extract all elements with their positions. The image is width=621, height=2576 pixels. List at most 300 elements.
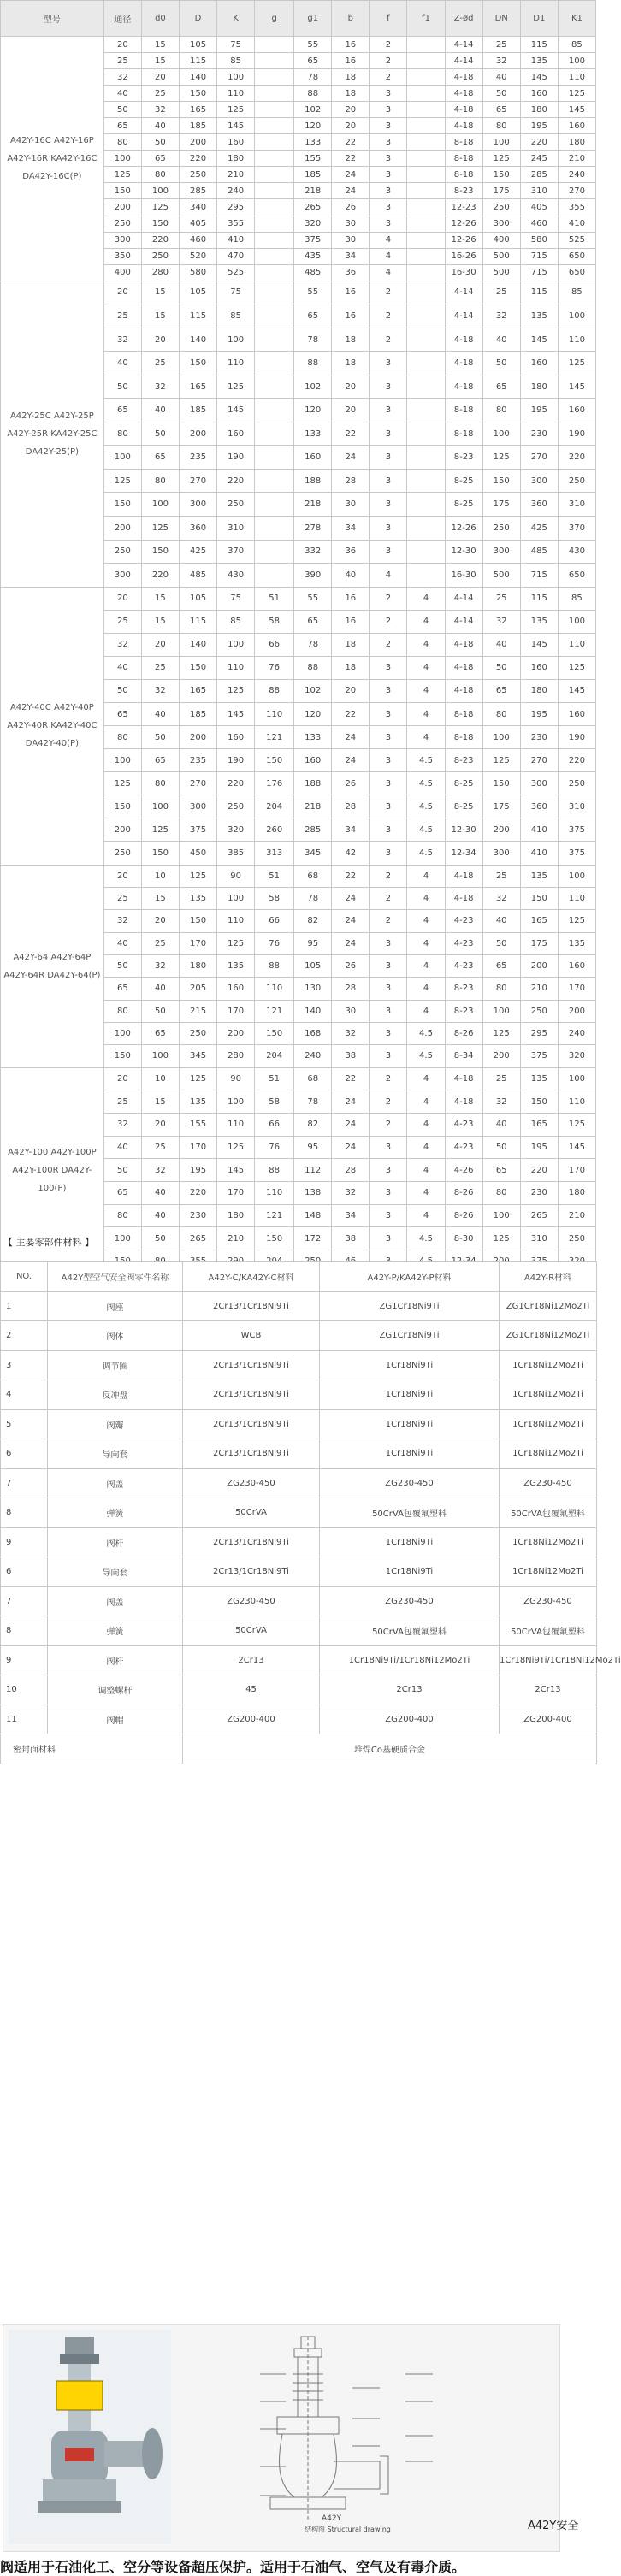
dimension-cell: 121 bbox=[255, 726, 294, 749]
dimension-cell: 4-18 bbox=[445, 328, 482, 352]
dimension-cell: 135 bbox=[179, 1090, 216, 1114]
dimension-cell: 135 bbox=[520, 1067, 558, 1090]
dimension-cell: 68 bbox=[294, 1067, 332, 1090]
dimension-cell: 410 bbox=[558, 216, 595, 232]
dimension-col-header: Z-ød bbox=[445, 1, 482, 37]
dimension-cell: 38 bbox=[332, 1045, 370, 1067]
dimension-cell bbox=[255, 37, 294, 53]
materials-cell: 9 bbox=[1, 1527, 48, 1557]
materials-cell: 1Cr18Ni12Mo2Ti bbox=[500, 1557, 597, 1587]
dimension-cell: 10 bbox=[141, 865, 179, 887]
dimension-cell: 220 bbox=[558, 446, 595, 470]
dimension-cell: 4 bbox=[407, 726, 445, 749]
dimension-cell: 2 bbox=[370, 633, 407, 656]
dimension-cell: 160 bbox=[294, 446, 332, 470]
dimension-cell: 16 bbox=[332, 281, 370, 304]
dimension-cell: 135 bbox=[520, 865, 558, 887]
dimension-cell: 3 bbox=[370, 656, 407, 679]
sealing-label-cell: 密封面材料 bbox=[1, 1734, 183, 1764]
dimension-cell: 32 bbox=[104, 910, 141, 932]
dimension-cell: 4 bbox=[407, 587, 445, 610]
dimension-cell: 125 bbox=[217, 1136, 255, 1159]
dimension-cell: 313 bbox=[255, 842, 294, 865]
dimension-cell: 715 bbox=[520, 564, 558, 588]
dimension-cell: 20 bbox=[104, 1067, 141, 1090]
materials-cell: 2Cr13/1Cr18Ni9Ti bbox=[183, 1527, 320, 1557]
dimension-cell: 26 bbox=[332, 199, 370, 216]
dimension-cell: 4-26 bbox=[445, 1159, 482, 1182]
dimension-cell: 125 bbox=[179, 1067, 216, 1090]
dimension-cell: 42 bbox=[332, 842, 370, 865]
materials-cell: ZG1Cr18Ni9Ti bbox=[320, 1291, 500, 1321]
dimension-cell: 4-23 bbox=[445, 1136, 482, 1159]
dimension-cell bbox=[255, 540, 294, 564]
dimension-cell: 470 bbox=[217, 248, 255, 264]
dimension-cell: 80 bbox=[482, 978, 520, 1000]
dimension-cell: 100 bbox=[482, 1000, 520, 1022]
dimension-cell: 4.5 bbox=[407, 1022, 445, 1044]
dimension-cell bbox=[407, 281, 445, 304]
dimension-cell: 650 bbox=[558, 248, 595, 264]
dimension-cell: 435 bbox=[294, 248, 332, 264]
dimension-cell: 210 bbox=[217, 1227, 255, 1250]
dimension-cell: 40 bbox=[332, 564, 370, 588]
materials-cell: 50CrVA包覆氟塑料 bbox=[500, 1498, 597, 1528]
dimension-cell: 375 bbox=[558, 818, 595, 842]
dimension-cell: 3 bbox=[370, 469, 407, 493]
dimension-cell bbox=[255, 446, 294, 470]
materials-cell: 2Cr13/1Cr18Ni9Ti bbox=[183, 1380, 320, 1410]
dimension-table-header bbox=[1, 1, 596, 37]
dimension-cell: 100 bbox=[104, 151, 141, 167]
dimension-cell: 170 bbox=[179, 932, 216, 954]
dimension-cell: 8-18 bbox=[445, 726, 482, 749]
materials-cell: 1Cr18Ni9Ti bbox=[320, 1527, 500, 1557]
dimension-cell: 4-23 bbox=[445, 910, 482, 932]
dimension-cell: 4-14 bbox=[445, 610, 482, 633]
dimension-cell: 133 bbox=[294, 726, 332, 749]
materials-col-header: NO. bbox=[1, 1262, 48, 1292]
dimension-cell: 24 bbox=[332, 1090, 370, 1114]
dimension-cell: 20 bbox=[104, 281, 141, 304]
dimension-cell: 125 bbox=[558, 910, 595, 932]
dimension-cell: 50 bbox=[482, 352, 520, 375]
dimension-cell: 165 bbox=[179, 102, 216, 118]
dimension-cell: 100 bbox=[141, 493, 179, 517]
dimension-cell: 180 bbox=[558, 1182, 595, 1205]
materials-row bbox=[1, 1734, 597, 1764]
dimension-col-header: 通径 bbox=[104, 1, 141, 37]
dimension-cell: 3 bbox=[370, 216, 407, 232]
materials-row bbox=[1, 1616, 597, 1646]
dimension-cell bbox=[255, 86, 294, 102]
materials-cell: 阀帽 bbox=[48, 1705, 183, 1734]
dimension-cell: 210 bbox=[558, 151, 595, 167]
dimension-cell: 310 bbox=[217, 517, 255, 541]
dimension-cell: 375 bbox=[179, 818, 216, 842]
materials-cell: 2Cr13 bbox=[183, 1645, 320, 1675]
dimension-cell: 4-18 bbox=[445, 86, 482, 102]
dimension-cell: 76 bbox=[255, 932, 294, 954]
dimension-cell: 135 bbox=[520, 304, 558, 328]
dimension-cell: 8-23 bbox=[445, 1000, 482, 1022]
dimension-cell: 100 bbox=[141, 795, 179, 818]
dimension-cell: 105 bbox=[179, 587, 216, 610]
dimension-cell: 168 bbox=[294, 1022, 332, 1044]
dimension-cell: 50 bbox=[482, 656, 520, 679]
dimension-cell: 150 bbox=[255, 749, 294, 772]
materials-cell: 50CrVA bbox=[183, 1616, 320, 1646]
dimension-cell: 2 bbox=[370, 53, 407, 69]
dimension-cell: 180 bbox=[217, 151, 255, 167]
dimension-cell: 65 bbox=[104, 978, 141, 1000]
dimension-cell: 125 bbox=[482, 1227, 520, 1250]
dimension-cell: 100 bbox=[217, 887, 255, 909]
dimension-cell: 8-26 bbox=[445, 1182, 482, 1205]
dimension-cell: 100 bbox=[558, 53, 595, 69]
dimension-cell: 300 bbox=[104, 564, 141, 588]
dimension-cell: 220 bbox=[179, 1182, 216, 1205]
dimension-cell: 16 bbox=[332, 304, 370, 328]
dimension-cell: 195 bbox=[520, 399, 558, 422]
materials-cell: 2Cr13/1Cr18Ni9Ti bbox=[183, 1557, 320, 1587]
dimension-cell: 40 bbox=[104, 1136, 141, 1159]
dimension-cell: 65 bbox=[104, 1182, 141, 1205]
dimension-cell: 460 bbox=[520, 216, 558, 232]
dimension-cell: 80 bbox=[104, 1000, 141, 1022]
dimension-cell: 3 bbox=[370, 772, 407, 795]
dimension-cell: 50 bbox=[104, 954, 141, 977]
dimension-cell: 24 bbox=[332, 167, 370, 183]
dimension-cell: 100 bbox=[141, 1045, 179, 1067]
dimension-cell: 375 bbox=[558, 842, 595, 865]
dimension-cell bbox=[407, 399, 445, 422]
dimension-cell: 18 bbox=[332, 656, 370, 679]
materials-cell: 2Cr13 bbox=[500, 1675, 597, 1705]
dimension-cell: 165 bbox=[179, 679, 216, 702]
dimension-cell: 150 bbox=[482, 167, 520, 183]
dimension-cell bbox=[407, 216, 445, 232]
dimension-cell: 220 bbox=[217, 469, 255, 493]
dimension-cell: 125 bbox=[558, 86, 595, 102]
materials-cell: 调节圈 bbox=[48, 1350, 183, 1380]
materials-cell: 1Cr18Ni12Mo2Ti bbox=[500, 1380, 597, 1410]
dimension-cell bbox=[255, 199, 294, 216]
dimension-cell: 3 bbox=[370, 818, 407, 842]
dimension-cell: 100 bbox=[217, 1090, 255, 1114]
dimension-cell: 425 bbox=[179, 540, 216, 564]
dimension-cell: 430 bbox=[217, 564, 255, 588]
dimension-cell: 50 bbox=[141, 422, 179, 446]
dimension-cell: 110 bbox=[558, 633, 595, 656]
dimension-cell: 110 bbox=[217, 656, 255, 679]
dimension-cell: 85 bbox=[217, 53, 255, 69]
dimension-cell: 24 bbox=[332, 932, 370, 954]
dimension-cell: 135 bbox=[520, 610, 558, 633]
dimension-cell bbox=[407, 69, 445, 86]
dimension-cell: 20 bbox=[141, 1114, 179, 1137]
dimension-cell: 40 bbox=[482, 328, 520, 352]
materials-row bbox=[1, 1291, 597, 1321]
dimension-cell: 20 bbox=[332, 102, 370, 118]
dimension-cell: 525 bbox=[558, 232, 595, 248]
dimension-cell: 3 bbox=[370, 726, 407, 749]
dimension-cell: 40 bbox=[482, 633, 520, 656]
materials-cell: 3 bbox=[1, 1350, 48, 1380]
dimension-cell bbox=[407, 151, 445, 167]
dimension-cell: 100 bbox=[482, 726, 520, 749]
dimension-cell: 250 bbox=[179, 1022, 216, 1044]
dimension-cell: 390 bbox=[294, 564, 332, 588]
dimension-cell bbox=[255, 69, 294, 86]
dimension-cell: 180 bbox=[179, 954, 216, 977]
dimension-cell: 204 bbox=[255, 795, 294, 818]
dimension-cell bbox=[407, 375, 445, 399]
dimension-cell: 32 bbox=[482, 53, 520, 69]
dimension-col-header: d0 bbox=[141, 1, 179, 37]
dimension-cell: 32 bbox=[141, 1159, 179, 1182]
dimension-cell: 580 bbox=[520, 232, 558, 248]
dimension-cell: 65 bbox=[482, 679, 520, 702]
dimension-cell: 25 bbox=[104, 610, 141, 633]
dimension-cell: 430 bbox=[558, 540, 595, 564]
dimension-cell bbox=[255, 134, 294, 151]
dimension-col-header: g1 bbox=[294, 1, 332, 37]
dimension-cell: 88 bbox=[255, 1159, 294, 1182]
dimension-cell: 150 bbox=[141, 540, 179, 564]
dimension-cell: 300 bbox=[520, 772, 558, 795]
dimension-cell: 4-18 bbox=[445, 656, 482, 679]
materials-cell: 2Cr13/1Cr18Ni9Ti bbox=[183, 1439, 320, 1469]
dimension-cell: 65 bbox=[482, 102, 520, 118]
dimension-cell: 34 bbox=[332, 517, 370, 541]
dimension-cell: 125 bbox=[558, 656, 595, 679]
materials-cell: 9 bbox=[1, 1645, 48, 1675]
dimension-cell: 12-26 bbox=[445, 232, 482, 248]
dimension-cell: 110 bbox=[558, 1090, 595, 1114]
dimension-cell: 130 bbox=[294, 978, 332, 1000]
dimension-cell: 4-18 bbox=[445, 375, 482, 399]
materials-cell: 1Cr18Ni12Mo2Ti bbox=[500, 1409, 597, 1439]
dimension-cell: 200 bbox=[104, 199, 141, 216]
dimension-cell: 3 bbox=[370, 842, 407, 865]
dimension-cell: 85 bbox=[217, 610, 255, 633]
dimension-cell: 170 bbox=[217, 1000, 255, 1022]
materials-cell: 8 bbox=[1, 1498, 48, 1528]
dimension-cell: 34 bbox=[332, 818, 370, 842]
dimension-cell: 25 bbox=[141, 1136, 179, 1159]
dimension-cell: 170 bbox=[179, 1136, 216, 1159]
materials-cell: 阀座 bbox=[48, 1291, 183, 1321]
dimension-cell: 65 bbox=[294, 610, 332, 633]
dimension-cell: 4 bbox=[407, 1090, 445, 1114]
dimension-cell: 40 bbox=[141, 399, 179, 422]
dimension-cell: 8-18 bbox=[445, 134, 482, 151]
model-cell: A42Y-16C A42Y-16P A42Y-16R KA42Y-16C DA42Y-16C(P) bbox=[1, 37, 104, 281]
materials-row bbox=[1, 1675, 597, 1705]
dimension-cell: 15 bbox=[141, 610, 179, 633]
dimension-cell: 110 bbox=[558, 69, 595, 86]
dimension-cell: 195 bbox=[520, 118, 558, 134]
dimension-cell: 16 bbox=[332, 53, 370, 69]
dimension-cell: 125 bbox=[217, 679, 255, 702]
dimension-cell: 2 bbox=[370, 304, 407, 328]
dimension-cell: 18 bbox=[332, 86, 370, 102]
materials-row bbox=[1, 1498, 597, 1528]
dimension-cell bbox=[255, 232, 294, 248]
dimension-cell: 4 bbox=[407, 703, 445, 726]
dimension-cell: 32 bbox=[104, 328, 141, 352]
dimension-cell: 8-30 bbox=[445, 1227, 482, 1250]
dimension-cell: 32 bbox=[482, 304, 520, 328]
dimension-cell: 100 bbox=[104, 1227, 141, 1250]
dimension-cell: 25 bbox=[141, 352, 179, 375]
materials-cell: WCB bbox=[183, 1321, 320, 1351]
dimension-cell: 110 bbox=[255, 703, 294, 726]
dimension-cell: 58 bbox=[255, 610, 294, 633]
dimension-cell: 250 bbox=[179, 167, 216, 183]
dimension-cell: 485 bbox=[294, 264, 332, 281]
dimension-cell: 58 bbox=[255, 887, 294, 909]
dimension-cell: 145 bbox=[520, 633, 558, 656]
dimension-cell: 150 bbox=[520, 1090, 558, 1114]
dimension-cell: 24 bbox=[332, 726, 370, 749]
dimension-row bbox=[1, 1067, 596, 1090]
dimension-cell: 460 bbox=[179, 232, 216, 248]
dimension-cell: 170 bbox=[558, 1159, 595, 1182]
dimension-cell: 25 bbox=[141, 656, 179, 679]
dimension-cell: 125 bbox=[104, 167, 141, 183]
dimension-cell: 3 bbox=[370, 118, 407, 134]
dimension-cell: 88 bbox=[294, 86, 332, 102]
dimension-cell: 525 bbox=[217, 264, 255, 281]
dimension-cell: 4 bbox=[407, 865, 445, 887]
dimension-cell: 32 bbox=[332, 1022, 370, 1044]
dimension-cell: 4 bbox=[407, 1000, 445, 1022]
dimension-cell: 190 bbox=[558, 422, 595, 446]
dimension-cell: 200 bbox=[558, 1000, 595, 1022]
dimension-cell: 40 bbox=[141, 1204, 179, 1227]
dimension-cell: 4-18 bbox=[445, 679, 482, 702]
dimension-cell: 125 bbox=[482, 1022, 520, 1044]
dimension-cell bbox=[255, 281, 294, 304]
materials-cell: ZG1Cr18Ni12Mo2Ti bbox=[500, 1321, 597, 1351]
materials-cell: 调整螺杆 bbox=[48, 1675, 183, 1705]
dimension-cell bbox=[407, 446, 445, 470]
dimension-cell: 25 bbox=[141, 932, 179, 954]
dimension-cell: 200 bbox=[179, 422, 216, 446]
dimension-cell: 50 bbox=[141, 1000, 179, 1022]
product-figure-panel bbox=[3, 2324, 560, 2552]
materials-cell: 阀杆 bbox=[48, 1645, 183, 1675]
dimension-cell: 235 bbox=[179, 749, 216, 772]
dimension-cell: 80 bbox=[141, 167, 179, 183]
materials-row bbox=[1, 1705, 597, 1734]
dimension-cell: 105 bbox=[179, 37, 216, 53]
dimension-cell: 100 bbox=[104, 1022, 141, 1044]
materials-cell: 阀盖 bbox=[48, 1468, 183, 1498]
dimension-cell: 28 bbox=[332, 978, 370, 1000]
dimension-cell: 4 bbox=[407, 1067, 445, 1090]
dimension-cell: 385 bbox=[217, 842, 255, 865]
dimension-cell: 100 bbox=[217, 633, 255, 656]
dimension-cell: 425 bbox=[520, 517, 558, 541]
materials-table bbox=[0, 1261, 621, 1764]
dimension-cell: 20 bbox=[141, 69, 179, 86]
dimension-cell: 102 bbox=[294, 102, 332, 118]
dimension-cell: 405 bbox=[520, 199, 558, 216]
materials-cell: ZG230-450 bbox=[500, 1586, 597, 1616]
structural-drawing bbox=[251, 2333, 491, 2543]
dimension-cell: 4-14 bbox=[445, 53, 482, 69]
dimension-cell: 100 bbox=[217, 69, 255, 86]
dimension-cell: 200 bbox=[520, 954, 558, 977]
dimension-cell: 3 bbox=[370, 151, 407, 167]
dimension-cell: 200 bbox=[217, 1022, 255, 1044]
dimension-cell: 16-30 bbox=[445, 264, 482, 281]
dimension-col-header: D1 bbox=[520, 1, 558, 37]
materials-row bbox=[1, 1409, 597, 1439]
dimension-cell: 78 bbox=[294, 69, 332, 86]
dimension-cell: 76 bbox=[255, 1136, 294, 1159]
dimension-cell: 150 bbox=[141, 842, 179, 865]
dimension-cell: 200 bbox=[482, 818, 520, 842]
dimension-cell: 160 bbox=[217, 134, 255, 151]
dimension-cell: 65 bbox=[141, 151, 179, 167]
dimension-cell: 200 bbox=[179, 134, 216, 151]
dimension-cell: 270 bbox=[179, 469, 216, 493]
dimension-cell: 300 bbox=[179, 493, 216, 517]
dimension-cell: 240 bbox=[217, 183, 255, 199]
dimension-cell: 310 bbox=[558, 493, 595, 517]
dimension-cell: 190 bbox=[217, 749, 255, 772]
dimension-cell: 32 bbox=[104, 633, 141, 656]
dimension-cell: 121 bbox=[255, 1204, 294, 1227]
dimension-cell bbox=[407, 183, 445, 199]
dimension-cell: 24 bbox=[332, 887, 370, 909]
dimension-cell: 160 bbox=[294, 749, 332, 772]
dimension-cell: 16-30 bbox=[445, 564, 482, 588]
materials-cell: 阀瓣 bbox=[48, 1409, 183, 1439]
dimension-cell: 410 bbox=[520, 842, 558, 865]
dimension-col-header: K bbox=[217, 1, 255, 37]
dimension-cell: 345 bbox=[294, 842, 332, 865]
dimension-cell: 16 bbox=[332, 587, 370, 610]
dimension-cell: 3 bbox=[370, 1022, 407, 1044]
dimension-cell: 22 bbox=[332, 1067, 370, 1090]
dimension-cell: 4 bbox=[370, 248, 407, 264]
dimension-cell: 260 bbox=[255, 818, 294, 842]
dimension-cell: 176 bbox=[255, 772, 294, 795]
dimension-cell: 150 bbox=[141, 216, 179, 232]
dimension-cell: 2 bbox=[370, 910, 407, 932]
dimension-cell: 175 bbox=[482, 183, 520, 199]
materials-cell: 弹簧 bbox=[48, 1616, 183, 1646]
dimension-cell: 4.5 bbox=[407, 1045, 445, 1067]
dimension-cell: 4-18 bbox=[445, 102, 482, 118]
dimension-cell: 2 bbox=[370, 1067, 407, 1090]
dimension-cell: 200 bbox=[104, 818, 141, 842]
dimension-cell: 135 bbox=[179, 887, 216, 909]
dimension-cell: 25 bbox=[104, 304, 141, 328]
dimension-cell: 145 bbox=[558, 375, 595, 399]
dimension-cell: 270 bbox=[179, 772, 216, 795]
dimension-cell: 3 bbox=[370, 199, 407, 216]
dimension-cell: 150 bbox=[104, 1045, 141, 1067]
dimension-cell bbox=[255, 304, 294, 328]
dimension-cell bbox=[255, 564, 294, 588]
dimension-cell: 4-23 bbox=[445, 932, 482, 954]
